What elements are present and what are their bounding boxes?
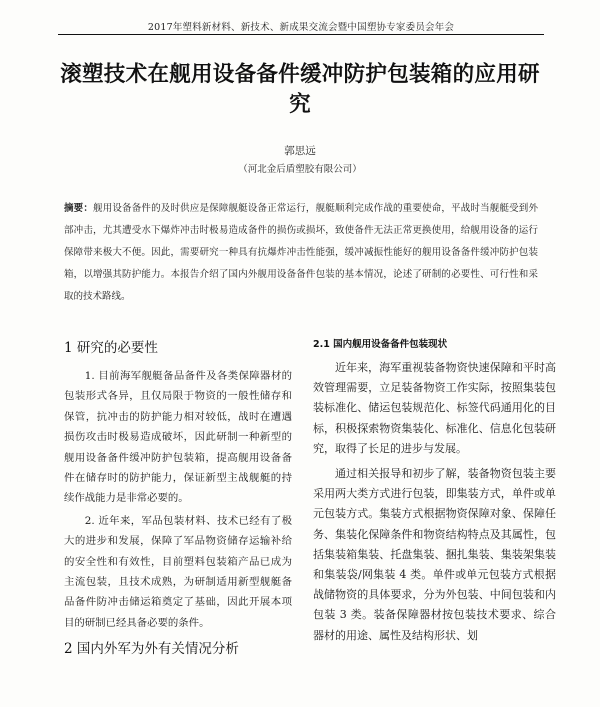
paper-title: 滚塑技术在舰用设备备件缓冲防护包装箱的应用研究 [60,62,540,118]
abstract [64,198,538,308]
paragraph-necessity-2: 2. 近年来，军品包装材料、技术已经有了极大的进步和发展，保障了军品物资储存运输补给的安全性和有效性，目前塑料包装箱产品已成为主流包装，且技术成熟，为研制适用新型舰艇备品备件防冲击储运箱奠定了基础，因此开展本项目的研制已经具备必要的条件。 [64,514,292,629]
author-name: 郭思远 [284,145,316,157]
subsection-heading-2-1: 2.1 国内舰用设备备件包装现状 [313,339,448,350]
paragraph-packaging-methods: 通过相关报导和初步了解，装备物资包装主要采用两大类方式进行包装，即集装方式，单件或单元包装方式。集装方式根据物资保障对象、保障任务、集装化保障条件和物资结构特点及其属性，包括集装箱集装、托盘集装、捆扎集装、集装架集装和集装袋/网集装 4 类。单件或单元包装方式根据战储物资的具体要求，分为外包装、中间包装和内包装 3 类。装备保障器材按包装技术要求、综合器材的用途、属性及结构形状、划 [313,467,556,642]
section-heading-2: 2 国内外军为外有关情况分析 [64,641,239,658]
header-rule [58,34,544,35]
paragraph-necessity-1: 1. 目前海军舰艇备品备件及各类保障器材的包装形式各异，且仅局限于物资的一般性储存和保管，抗冲击的防护能力相对较低，战时在遭遇损伤攻击时极易造成破坏，因此研制一种新型的舰用设备备件缓冲防护包装箱，提高舰用设备备件在储存时的防护能力，保证新型主战舰艇的持续作战能力是非常必要的。 [64,370,292,505]
author-affiliation: （河北金后盾塑胶有限公司） [238,164,362,175]
section-heading-1: 1 研究的必要性 [64,340,158,356]
running-header: 2017年塑料新材料、新技术、新成果交流会暨中国塑协专家委员会年会 [147,22,455,33]
left-column [64,338,292,667]
abstract-label: 摘要： [64,203,94,214]
right-column [313,338,556,646]
paragraph-domestic-status: 近年来，海军重视装备物资快速保障和平时高效管理需要，立足装备物资工作实际，按照集装包装标准化、储运包装规范化、标签代码通用化的目标，积极探索物资集装化、标准化、信息化包装研究，取得了长足的进步与发展。 [313,361,556,455]
abstract-text: 舰用设备备件的及时供应是保障舰艇设备正常运行，舰艇顺利完成作战的重要使命，平战时当舰艇受到外部冲击，尤其遭受水下爆炸冲击时极易造成备件的损伤或损坏，致使备件无法正常更换使用，给舰用设备的运行保障带来极大不便。因此，需要研究一种具有抗爆炸冲击性能强，缓冲减振性能好的舰用设备备件缓冲防护包装箱，以增强其防护能力。本报告介绍了国内外舰用设备备件包装的基本情况，论述了研制的必要性、可行性和采取的技术路线。 [64,203,538,302]
